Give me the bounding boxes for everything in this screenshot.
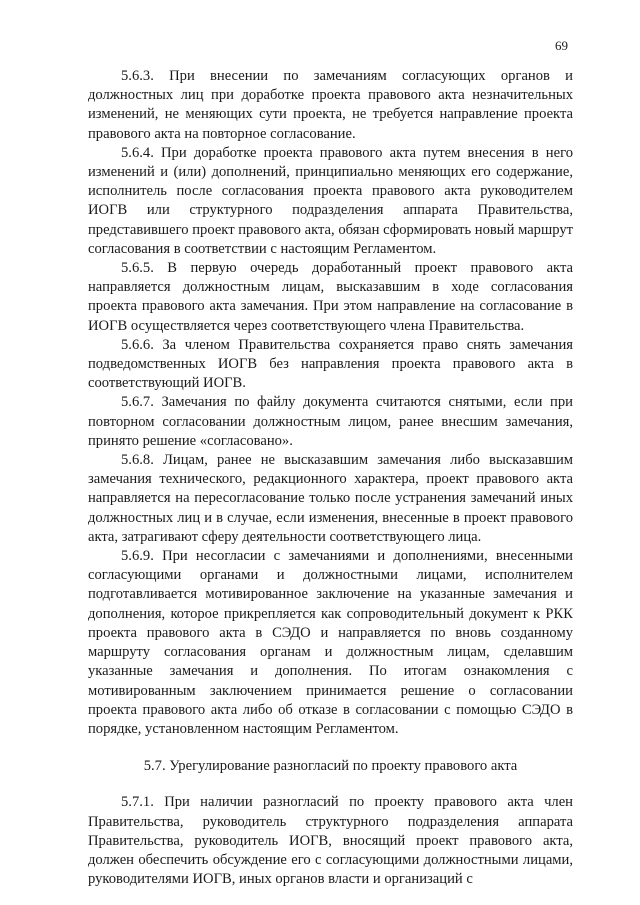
paragraph-number: 5.6.8. (121, 452, 154, 469)
paragraph-5-6-6 (88, 336, 573, 394)
document-body (88, 67, 573, 889)
paragraph-5-7-1 (88, 793, 573, 889)
paragraph-number: 5.6.4. (121, 144, 154, 161)
paragraph-text: При внесении по замечаниям согласующих органов и должностных лиц при доработке проекта правового акта незначительных изменений, не меняющих сути проекта, не требуется направление проекта правового акта на повторное согласование. (88, 68, 573, 142)
paragraph-text: При несогласии с замечаниями и дополнениями, внесенными согласующими органами и должностными лицами, исполнителем подготавливается мотивированное заключение на указанные замечания и дополнения, которое прикрепляется как сопроводительный документ к РКК проекта правового акта в СЭДО и направляется по вновь созданному маршруту согласования органам и должностным лицам, сделавшим указанные замечания и дополнения. По итогам ознакомления с мотивированным заключением принимается решение о согласовании проекта правового акта либо об отказе в согласовании с помощью СЭДО в порядке, установленном настоящим Регламентом. (88, 548, 573, 737)
paragraph-number: 5.7.1. (121, 794, 154, 811)
section-heading: 5.7. Урегулирование разногласий по проекту правового акта (143, 758, 518, 775)
page-number: 69 (555, 38, 568, 53)
paragraph-number: 5.6.6. (121, 336, 154, 353)
paragraph-text: При наличии разногласий по проекту правового акта член Правительства, руководитель структурного подразделения аппарата Правительства, руководитель ИОГВ, вносящий проект правового акта, должен обеспечить обсуждение его с согласующими должностными лицами, руководителями ИОГВ, иных органов власти и организаций с (88, 794, 573, 888)
paragraph-5-6-9 (88, 547, 573, 739)
paragraphs-before-section (88, 67, 573, 739)
paragraph-text: Лицам, ранее не высказавшим замечания либо высказавшим замечания технического, редакционного характера, проект правового акта направляется на пересогласование только после устранения замечаний иных должностных лиц и в случае, если изменения, внесенные в проект правового акта, затрагивают сферу деятельности соответствующего лица. (88, 452, 573, 545)
paragraph-number: 5.6.7. (121, 394, 154, 411)
paragraphs-after-section (88, 793, 573, 889)
paragraph-5-6-3 (88, 67, 573, 144)
paragraph-5-6-5 (88, 259, 573, 336)
paragraph-5-6-8 (88, 451, 573, 547)
paragraph-number: 5.6.3. (121, 68, 154, 84)
paragraph-5-6-7 (88, 393, 573, 451)
paragraph-5-6-4 (88, 144, 573, 259)
paragraph-number: 5.6.5. (121, 260, 154, 277)
paragraph-number: 5.6.9. (121, 548, 154, 565)
paragraph-text: За членом Правительства сохраняется право снять замечания подведомственных ИОГВ без направления проекта правового акта в соответствующий ИОГВ. (88, 336, 573, 392)
paragraph-text: Замечания по файлу документа считаются снятыми, если при повторном согласовании должностным лицом, ранее внесшим замечания, принято решение «согласовано». (88, 394, 573, 449)
paragraph-text: В первую очередь доработанный проект правового акта направляется должностным лицам, высказавшим в ходе согласования проекта правового акта замечания. При этом направление на согласование в ИОГВ осуществляется через соответствующего члена Правительства. (88, 260, 573, 334)
paragraph-text: При доработке проекта правового акта путем внесения в него изменений и (или) дополнений, принципиально меняющих его содержание, исполнитель после согласования проекта правового акта руководителем ИОГВ или структурного подразделения аппарата Правительства, представившего проект правового акта, обязан сформировать новый маршрут согласования в соответствии с настоящим Регламентом. (88, 144, 573, 257)
